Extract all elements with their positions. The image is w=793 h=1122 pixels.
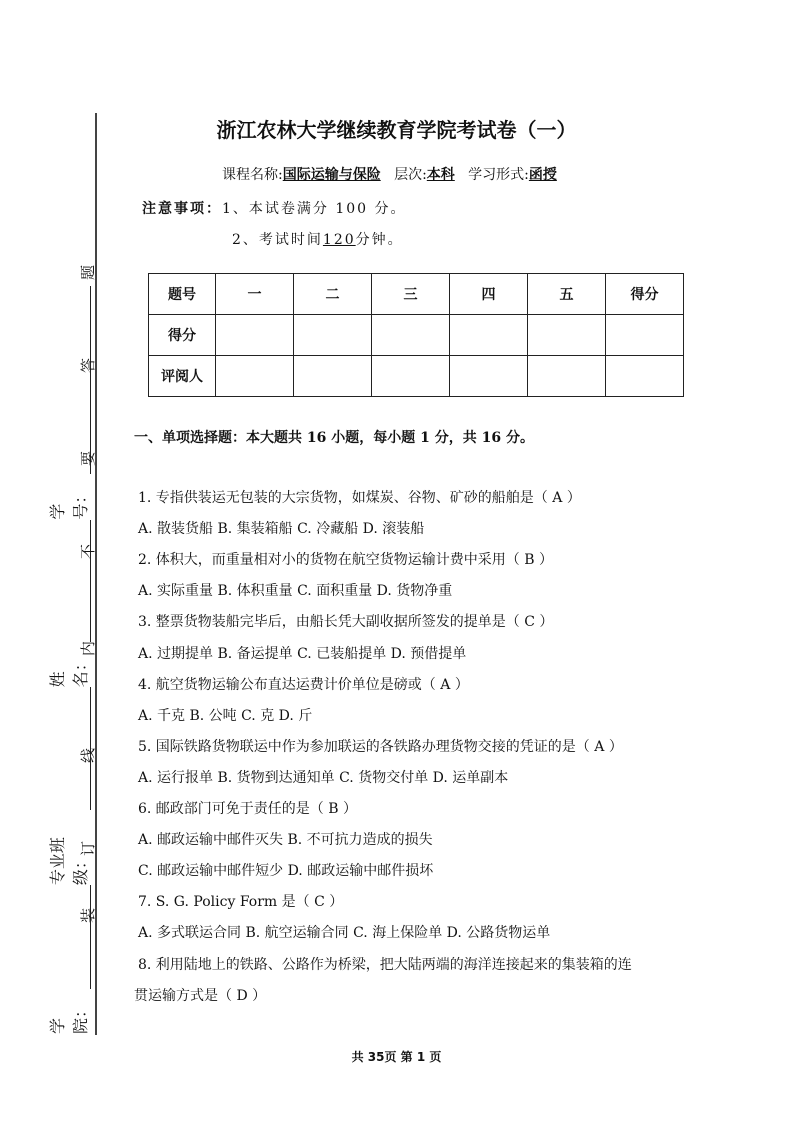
- question-line: 7. S. G. Policy Form 是（ C ）: [138, 894, 344, 911]
- section-heading: 一、单项选择题：本大题共 16 小题，每小题 1 分，共 16 分。: [134, 430, 534, 446]
- table-header: 二: [294, 274, 372, 315]
- seal-char: 答: [79, 357, 98, 374]
- table-header: 一: [216, 274, 294, 315]
- question-line: A. 多式联运合同 B. 航空运输合同 C. 海上保险单 D. 公路货物运单: [138, 925, 551, 942]
- score-cell[interactable]: [372, 356, 450, 397]
- student-id-blank: [76, 286, 91, 474]
- score-table: [148, 273, 684, 397]
- score-cell[interactable]: [528, 315, 606, 356]
- college-label: 学院：: [48, 1001, 90, 1034]
- seal-char: 装: [79, 907, 98, 924]
- score-cell[interactable]: [450, 356, 528, 397]
- course-info: [222, 164, 557, 184]
- question-line: 6. 邮政部门可免于责任的是（ B ）: [138, 801, 357, 817]
- form-value: 函授: [528, 167, 557, 183]
- time-value: 120: [322, 232, 356, 248]
- score-cell[interactable]: [216, 315, 294, 356]
- seal-char: 线: [79, 747, 98, 764]
- question-line: A. 运行报单 B. 货物到达通知单 C. 货物交付单 D. 运单副本: [138, 769, 509, 786]
- note-item: 2、考试时间: [232, 232, 323, 248]
- score-cell[interactable]: [216, 356, 294, 397]
- score-cell[interactable]: [294, 356, 372, 397]
- score-cell[interactable]: [528, 356, 606, 397]
- table-header: 三: [372, 274, 450, 315]
- score-cell[interactable]: [372, 315, 450, 356]
- time-suffix: 分钟。: [355, 232, 404, 248]
- table-header: 得分: [606, 274, 684, 315]
- question-line: A. 实际重量 B. 体积重量 C. 面积重量 D. 货物净重: [138, 583, 453, 600]
- question-line: C. 邮政运输中邮件短少 D. 邮政运输中邮件损坏: [138, 863, 434, 880]
- level-label: 层次:: [394, 167, 427, 183]
- course-name-label: 课程名称:: [222, 167, 283, 183]
- name-label: 姓名：: [48, 655, 90, 688]
- row-label: 得分: [149, 315, 216, 356]
- question-line: 2. 体积大，而重量相对小的货物在航空货物运输计费中采用（ B ）: [138, 552, 553, 569]
- row-label: 评阅人: [149, 356, 216, 397]
- seal-char: 要: [79, 450, 98, 467]
- seal-char: 不: [79, 543, 98, 560]
- student-id-label: 学号：: [48, 487, 90, 520]
- exam-title: 浙江农林大学继续教育学院考试卷（一）: [216, 118, 577, 142]
- class-label: 专业班级：: [48, 837, 90, 886]
- page-footer: 共 35页 第 1 页: [351, 1050, 442, 1064]
- notes-line-2: [232, 229, 404, 249]
- table-row: [149, 315, 684, 356]
- question-line: A. 邮政运输中邮件灭失 B. 不可抗力造成的损失: [138, 832, 433, 849]
- name-blank: [76, 520, 91, 642]
- notes-line-1: [142, 198, 407, 218]
- question-line: A. 千克 B. 公吨 C. 克 D. 斤: [138, 707, 313, 724]
- binding-line: [95, 113, 97, 1035]
- college-blank: [76, 885, 91, 989]
- table-header: 题号: [149, 274, 216, 315]
- question-line: A. 散装货船 B. 集装箱船 C. 冷藏船 D. 滚装船: [138, 521, 425, 538]
- question-line: 8. 利用陆地上的铁路、公路作为桥梁，把大陆两端的海洋连接起来的集装箱的连: [138, 956, 632, 973]
- notes-label: 注意事项：: [142, 201, 222, 217]
- table-header-row: [149, 274, 684, 315]
- question-line: 5. 国际铁路货物联运中作为参加联运的各铁路办理货物交接的凭证的是（ A ）: [138, 738, 623, 755]
- table-header: 五: [528, 274, 606, 315]
- seal-char: 内: [79, 640, 98, 657]
- seal-char: 题: [79, 264, 98, 281]
- score-cell[interactable]: [450, 315, 528, 356]
- score-cell[interactable]: [606, 356, 684, 397]
- note-item: 1、本试卷满分 100 分。: [222, 201, 407, 217]
- level-value: 本科: [426, 167, 455, 183]
- question-line: A. 过期提单 B. 备运提单 C. 已装船提单 D. 预借提单: [138, 645, 467, 662]
- score-cell[interactable]: [294, 315, 372, 356]
- table-header: 四: [450, 274, 528, 315]
- question-line: 4. 航空货物运输公布直达运费计价单位是磅或（ A ）: [138, 676, 469, 693]
- course-name: 国际运输与保险: [282, 167, 381, 183]
- question-line: 3. 整票货物装船完毕后，由船长凭大副收据所签发的提单是（ C ）: [138, 614, 554, 631]
- question-line: 1. 专指供装运无包装的大宗货物，如煤炭、谷物、矿砂的船舶是（ A ）: [138, 490, 581, 506]
- table-row: [149, 356, 684, 397]
- form-label: 学习形式:: [468, 167, 529, 183]
- question-line: 贯运输方式是（ D ）: [134, 987, 267, 1004]
- score-cell[interactable]: [606, 315, 684, 356]
- seal-char: 订: [79, 840, 98, 857]
